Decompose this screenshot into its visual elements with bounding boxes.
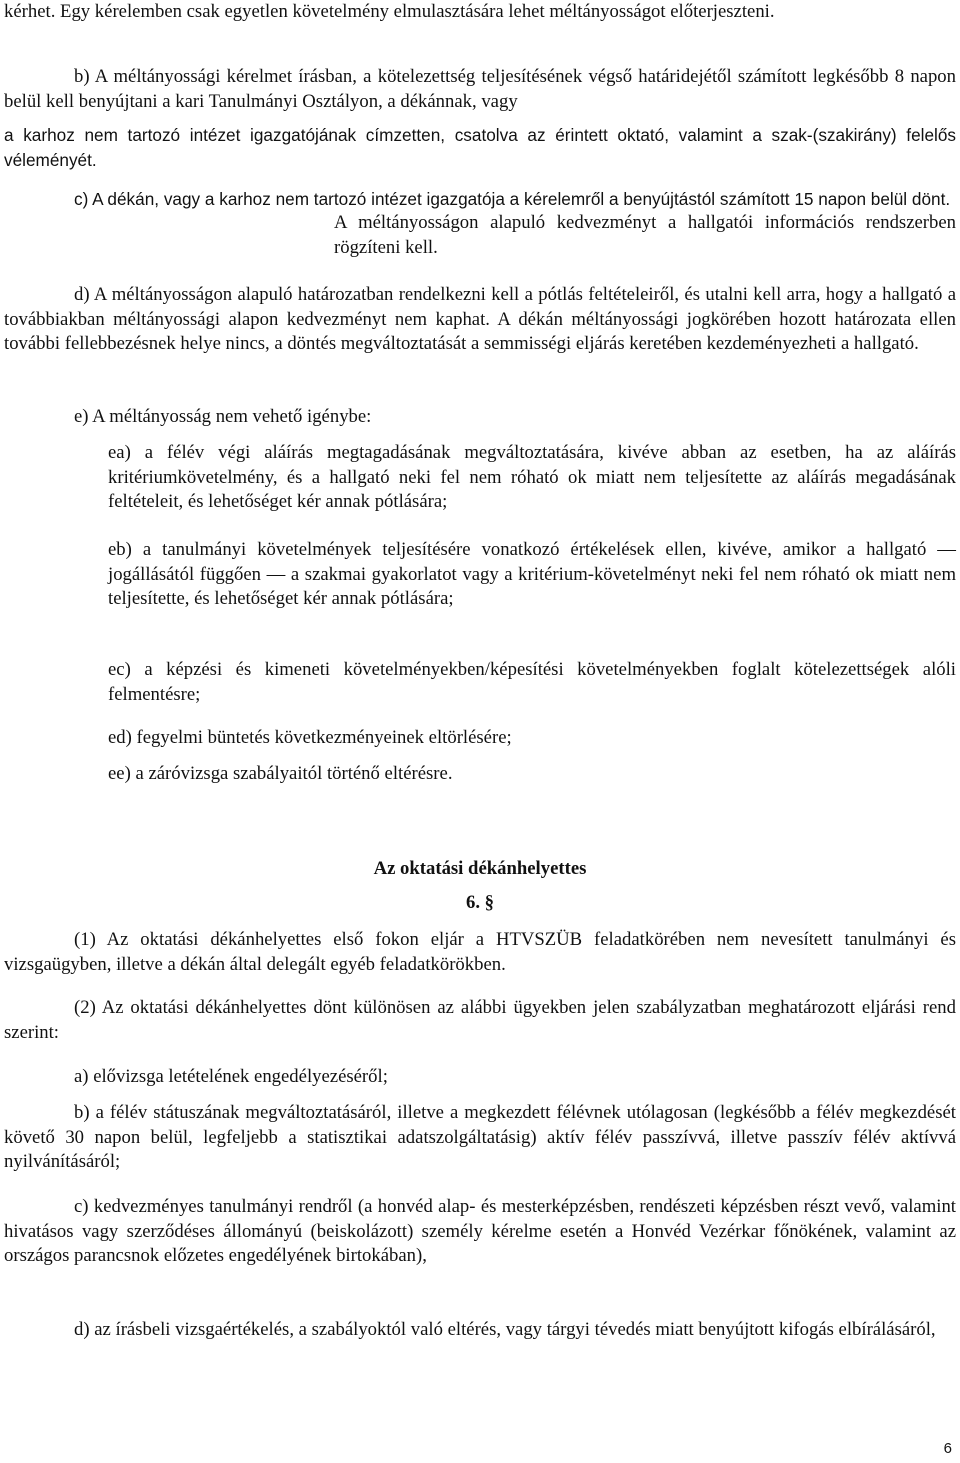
paragraph-b-part1: b) A méltányossági kérelmet írásban, a kötelezettség teljesítésének végső határidejétől számított legkésőbb 8 napon belül kell benyújtani a kari Tanulmányi Osztályon, a dékánnak, vagy xyxy=(4,66,956,112)
item-2a: a) elővizsga letételének engedélyezéséről; xyxy=(74,1066,388,1087)
paragraph-e: e) A méltányosság nem vehető igénybe: xyxy=(74,406,372,427)
page-number: 6 xyxy=(943,1440,952,1457)
item-ed: ed) fegyelmi büntetés következményeinek eltörlésére; xyxy=(108,727,512,748)
paragraph-c-part2: A méltányosságon alapuló kedvezményt a hallgatói információs rendszerben rögzíteni kell. xyxy=(334,212,956,258)
paragraph-b-part2: a karhoz nem tartozó intézet igazgatójának címzetten, csatolva az érintett oktató, valamint a szak-(szakirány) felelős véleményét. xyxy=(4,125,956,170)
item-ea: ea) a félév végi aláírás megtagadásának megváltoztatására, kivéve abban az esetben, ha az aláírás kritériumkövetelmény, és a hallgató neki fel nem róható ok miatt nem teljesítette az aláírás megadásának feltételeit, és lehetőséget kér annak pótlására; xyxy=(108,442,956,512)
paragraph-2: (2) Az oktatási dékánhelyettes dönt különösen az alábbi ügyekben jelen szabályzatban meghatározott eljárási rend szerint: xyxy=(4,997,956,1043)
paragraph-intro: kérhet. Egy kérelemben csak egyetlen követelmény elmulasztására lehet méltányosságot előterjeszteni. xyxy=(4,1,775,22)
paragraph-d: d) A méltányosságon alapuló határozatban rendelkezni kell a pótlás feltételeiről, és utalni kell arra, hogy a hallgató a továbbiakban méltányossági alapon kedvezményt nem kaphat. A dékán méltányossági jogkörében hozott határozata ellen további fellebbezésnek helye nincs, a döntés megváltoztatását a semmisségi eljárás keretében kezdeményezheti a hallgató. xyxy=(4,284,956,354)
section-heading: Az oktatási dékánhelyettes xyxy=(373,858,587,879)
item-2b: b) a félév státuszának megváltoztatásáról, illetve a megkezdett félévnek utólagosan (legkésőbb a félév megkezdését követő 30 napon belül, legfeljebb a statisztikai adatszolgáltatásig) aktív félév passzívvá, illetve passzív félév aktívvá nyilvánításáról; xyxy=(4,1102,956,1172)
item-2d: d) az írásbeli vizsgaértékelés, a szabályoktól való eltérés, vagy tárgyi tévedés miatt benyújtott kifogás elbírálásáról, xyxy=(74,1319,936,1340)
item-2c: c) kedvezményes tanulmányi rendről (a honvéd alap- és mesterképzésben, rendészeti képzésben részt vevő, valamint hivatásos vagy szerződéses állományú (beiskolázott) személy kérelme esetén a Honvéd Vezérkar főnökének, valamint az országos parancsnok előzetes engedélyének birtokában), xyxy=(4,1196,956,1266)
item-ee: ee) a záróvizsga szabályaitól történő eltérésre. xyxy=(108,763,453,784)
item-eb: eb) a tanulmányi követelmények teljesítésére vonatkozó értékelések ellen, kivéve, amikor a hallgató — jogállásától függően — a szakmai gyakorlatot vagy a kritérium-követelményt neki fel nem róható ok miatt nem teljesítette, és lehetőséget kér annak pótlására; xyxy=(108,539,956,609)
paragraph-1: (1) Az oktatási dékánhelyettes első fokon eljár a HTVSZÜB feladatkörében nem nevesített tanulmányi és vizsgaügyben, illetve a dékán által delegált egyéb feladatkörökben. xyxy=(4,929,956,975)
paragraph-c-part1: c) A dékán, vagy a karhoz nem tartozó intézet igazgatója a kérelemről a benyújtástól számított 15 napon belül dönt. xyxy=(74,189,951,209)
section-number: 6. § xyxy=(465,892,495,913)
item-ec: ec) a képzési és kimeneti követelményekben/képesítési követelményekben foglalt kötelezettségek alóli felmentésre; xyxy=(108,659,956,705)
